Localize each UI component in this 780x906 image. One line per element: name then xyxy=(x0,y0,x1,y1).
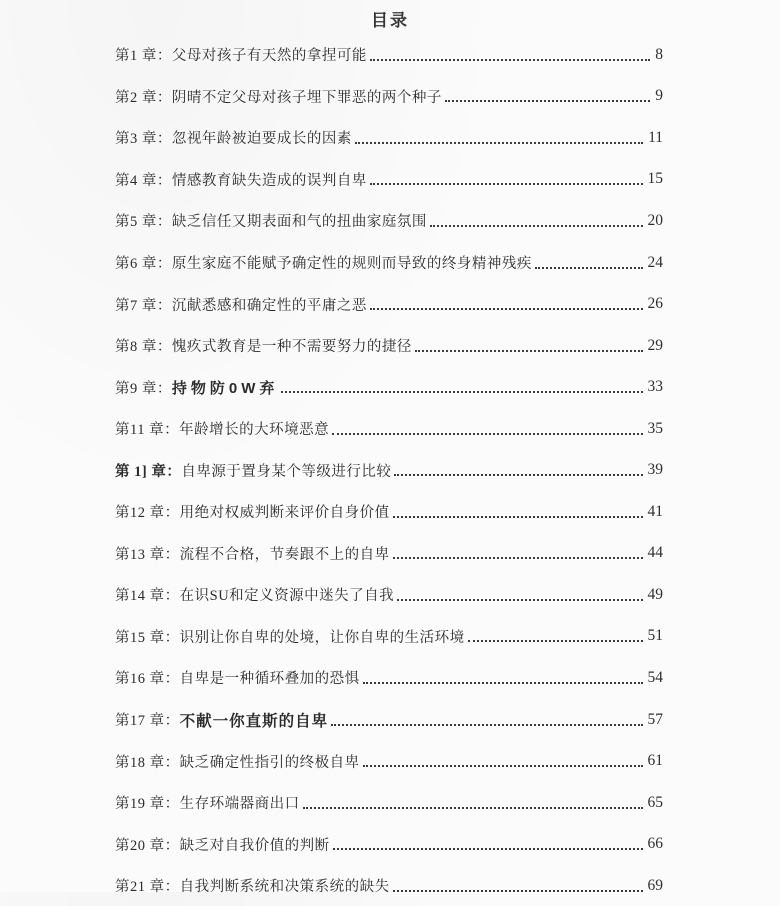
toc-entry-chapter: 第1 章： xyxy=(115,48,172,65)
toc-entry-title: 缺乏对自我价值的判断 xyxy=(179,837,330,854)
dot-leader xyxy=(535,267,643,269)
toc-entry-page: 51 xyxy=(647,627,663,645)
toc-entry-chapter: 第3 章： xyxy=(115,131,172,148)
toc-entry-title: 流程不合格，节奏跟不上的自卑 xyxy=(179,546,390,563)
toc-entry-title: 忽视年龄被迫要成长的因素 xyxy=(171,131,352,148)
toc-entry-page: 8 xyxy=(655,45,663,63)
toc-entry xyxy=(115,657,663,699)
dot-leader xyxy=(445,100,650,102)
dot-leader xyxy=(415,350,643,352)
toc-entry xyxy=(115,782,663,824)
toc-entry-page: 29 xyxy=(647,336,663,354)
toc-entry xyxy=(115,616,663,658)
toc-entry xyxy=(115,699,663,741)
dot-leader xyxy=(370,308,643,310)
toc-entry-chapter: 第 1] 章： xyxy=(115,463,182,480)
toc-entry-title: 缺乏确定性指引的终极自卑 xyxy=(179,754,360,771)
dot-leader xyxy=(468,640,643,642)
toc-entry-title: 用绝对权威判断来评价自身价值 xyxy=(179,505,390,522)
dot-leader xyxy=(394,474,642,476)
toc-entry-page: 69 xyxy=(647,876,663,894)
toc-entry-chapter: 第21 章： xyxy=(115,879,180,896)
toc-entry-chapter: 第2 章： xyxy=(115,89,172,106)
toc-entry xyxy=(115,200,663,242)
toc-entry-title: 阴晴不定父母对孩子埋下罪恶的两个种子 xyxy=(171,89,442,106)
dot-leader xyxy=(397,599,642,601)
dot-leader xyxy=(332,433,642,435)
page-title: 目录 xyxy=(371,11,409,30)
toc-entry xyxy=(115,574,663,616)
toc-entry-chapter: 第20 章： xyxy=(115,837,180,854)
toc-entry-page: 65 xyxy=(647,793,663,811)
dot-leader xyxy=(363,682,643,684)
toc-entry-page: 33 xyxy=(647,378,663,396)
toc-entry-chapter: 第15 章： xyxy=(115,629,180,646)
toc-entry-chapter: 第16 章： xyxy=(115,671,180,688)
toc-entry-chapter: 第17 章： xyxy=(115,713,180,730)
toc-entry-page: 35 xyxy=(647,419,663,437)
toc-entry-chapter: 第14 章： xyxy=(115,588,180,605)
toc-entry xyxy=(115,449,663,491)
dot-leader xyxy=(393,516,643,518)
toc-entry-chapter: 第6 章： xyxy=(115,256,172,272)
dot-leader xyxy=(370,183,643,185)
dot-leader xyxy=(430,225,643,227)
dot-leader xyxy=(363,765,643,767)
toc-entry xyxy=(115,740,663,782)
toc-entry xyxy=(115,823,663,865)
dot-leader xyxy=(333,848,643,850)
toc-entry-title: 持物防0W弃 xyxy=(171,379,279,397)
toc-entry-title: 不献一你直斯的自卑 xyxy=(179,712,329,730)
toc-entry-chapter: 第7 章： xyxy=(115,297,172,314)
toc-entry-title: 沉献悉感和确定性的平庸之恶 xyxy=(171,297,367,314)
dot-leader xyxy=(355,142,643,144)
toc-entry-page: 54 xyxy=(647,668,663,686)
toc-entry xyxy=(115,408,663,450)
dot-leader xyxy=(303,807,643,809)
toc-entry-page: 20 xyxy=(647,211,663,229)
dot-leader xyxy=(393,557,643,559)
toc-entry-chapter: 第5 章： xyxy=(115,214,172,231)
dot-leader xyxy=(393,890,643,892)
toc-entry xyxy=(115,76,663,118)
toc-entry xyxy=(115,865,663,906)
toc-entry-title: 生存环端器商出口 xyxy=(179,796,300,813)
toc-entry-page: 57 xyxy=(647,710,663,728)
toc-entry-page: 9 xyxy=(655,87,663,105)
toc-entry-title: 愧疚式教育是一种不需要努力的捷径 xyxy=(171,339,412,356)
toc-entry-chapter: 第18 章： xyxy=(115,754,180,771)
toc-entry-chapter: 第19 章： xyxy=(115,796,180,813)
dot-leader xyxy=(370,59,650,61)
toc-entry-title: 自卑是一种循环叠加的恐惧 xyxy=(179,671,360,688)
toc-entry-page: 44 xyxy=(647,544,663,562)
toc-entry-page: 24 xyxy=(647,253,663,271)
toc-entry-chapter: 第12 章： xyxy=(115,505,180,522)
toc-entry xyxy=(115,34,663,76)
toc-entry-title: 缺乏信任又期表面和气的扭曲家庭氛围 xyxy=(171,214,427,231)
toc-entry-title: 自卑源于置身某个等级进行比较 xyxy=(181,463,392,480)
toc-entry xyxy=(115,242,663,284)
toc-entry-page: 26 xyxy=(647,295,663,313)
toc-entry-title: 年龄增长的大环境恶意 xyxy=(179,422,330,439)
toc-entry-title: 自我判断系统和决策系统的缺失 xyxy=(179,879,390,896)
toc-entry xyxy=(115,491,663,533)
toc-entry-page: 11 xyxy=(648,128,663,146)
toc-entry-title: 情感教育缺失造成的误判自卑 xyxy=(171,172,367,189)
dot-leader xyxy=(331,724,642,726)
toc-entry-title: 父母对孩子有天然的拿捏可能 xyxy=(171,48,367,65)
toc-entry xyxy=(115,159,663,201)
toc-entry-page: 39 xyxy=(647,461,663,479)
toc-entry-chapter: 第9 章： xyxy=(115,380,172,397)
table-of-contents xyxy=(0,34,780,906)
toc-entry xyxy=(115,117,663,159)
toc-entry-title: 在识SU和定义资源中迷失了自我 xyxy=(179,588,395,605)
toc-entry-chapter: 第13 章： xyxy=(115,546,180,563)
toc-entry xyxy=(115,533,663,575)
toc-entry-page: 61 xyxy=(647,752,663,770)
toc-entry-title: 原生家庭不能赋予确定性的规则而导致的终身精神残疾 xyxy=(171,256,532,272)
toc-entry-chapter: 第8 章： xyxy=(115,339,172,356)
toc-entry-page: 49 xyxy=(647,585,663,603)
toc-entry xyxy=(115,283,663,325)
dot-leader xyxy=(281,391,642,393)
toc-entry-title: 识别让你自卑的处境，让你自卑的生活环境 xyxy=(179,629,465,646)
toc-entry-page: 66 xyxy=(647,835,663,853)
toc-entry-page: 41 xyxy=(647,502,663,520)
toc-entry xyxy=(115,366,663,408)
toc-entry-page: 15 xyxy=(647,170,663,188)
toc-entry-chapter: 第11 章： xyxy=(115,422,180,439)
toc-entry xyxy=(115,325,663,367)
toc-entry-chapter: 第4 章： xyxy=(115,172,172,189)
